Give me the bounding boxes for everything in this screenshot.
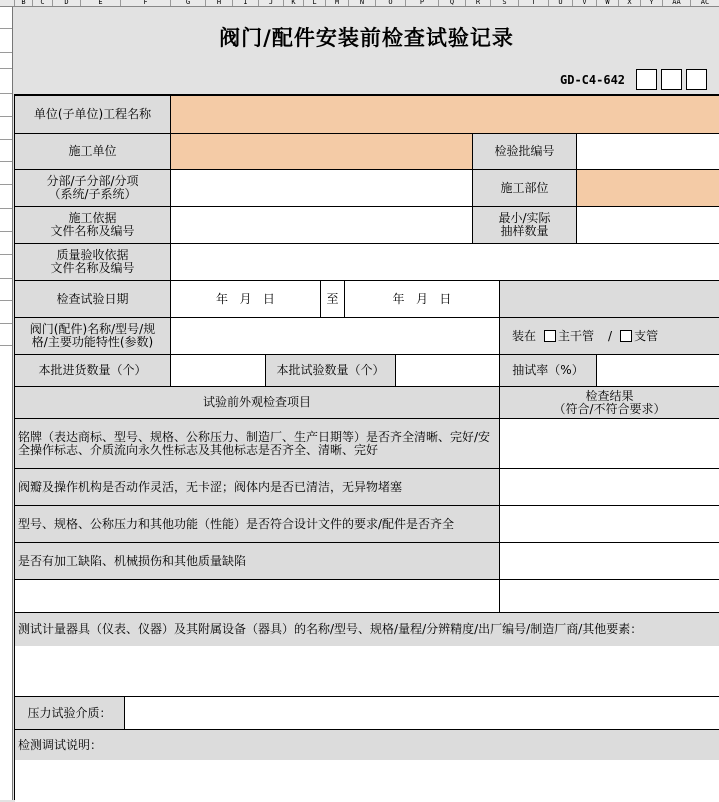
pressure-medium-label: 压力试验介质： <box>15 697 125 730</box>
column-letter[interactable]: AC <box>690 0 719 7</box>
column-letter[interactable]: E <box>80 0 120 7</box>
check-result-4[interactable] <box>500 543 719 580</box>
acceptance-basis-label: 质量验收依据 文件名称及编号 <box>15 244 171 281</box>
row-gridline <box>0 278 12 279</box>
sample-quantity-label: 最小/实际 抽样数量 <box>473 207 577 244</box>
construction-location-value[interactable] <box>577 170 719 207</box>
valve-name-value[interactable] <box>171 318 500 355</box>
sub-division-label: 分部/子分部/分项 （系统/子系统） <box>15 170 171 207</box>
column-letter[interactable]: K <box>283 0 303 7</box>
incoming-qty-value[interactable] <box>171 355 266 387</box>
test-qty-value[interactable] <box>396 355 500 387</box>
branch-pipe-label: 支管 <box>634 328 659 343</box>
column-letter[interactable]: F <box>120 0 170 7</box>
construction-basis-label: 施工依据 文件名称及编号 <box>15 207 171 244</box>
column-letter[interactable]: AA <box>662 0 690 7</box>
acceptance-basis-value[interactable] <box>171 244 719 281</box>
row-gridline <box>0 300 12 301</box>
row-gridline <box>0 345 12 346</box>
code-box-1[interactable] <box>636 69 657 90</box>
test-rate-value[interactable] <box>597 355 719 387</box>
column-letter[interactable]: Q <box>438 0 465 7</box>
test-description-value[interactable] <box>15 760 719 802</box>
date-start-field[interactable]: 年 月 日 <box>171 281 321 318</box>
row-gridline <box>0 323 12 324</box>
check-result-2[interactable] <box>500 469 719 506</box>
appearance-items-header: 试验前外观检查项目 <box>15 387 500 419</box>
construction-basis-value[interactable] <box>171 207 473 244</box>
column-letter[interactable]: X <box>618 0 640 7</box>
column-letter[interactable]: B <box>14 0 32 7</box>
sample-quantity-value[interactable] <box>577 207 719 244</box>
main-pipe-label: 主干管 <box>558 328 595 343</box>
date-to-label: 至 <box>321 281 345 318</box>
column-letter[interactable]: T <box>518 0 548 7</box>
check-result-5[interactable] <box>500 580 719 613</box>
instruments-label: 测试计量器具（仪表、仪器）及其附属设备（器具）的名称/型号、规格/量程/分辨精度/出厂编号/制造厂商/其他要素： <box>15 613 719 646</box>
install-on-label: 装在 <box>512 328 537 343</box>
column-letter[interactable]: D <box>52 0 80 7</box>
column-header-strip <box>0 0 719 7</box>
test-rate-label: 抽试率（%） <box>500 355 597 387</box>
check-item-mechanism: 阀瓣及操作机构是否动作灵活，无卡涩；阀体内是否已清洁，无异物堵塞 <box>15 469 500 506</box>
instruments-value[interactable] <box>15 646 719 697</box>
row-gridline <box>0 254 12 255</box>
main-pipe-checkbox[interactable] <box>544 330 556 342</box>
page-title: 阀门/配件安装前检查试验记录 <box>219 26 514 50</box>
document-code: GD-C4-642 <box>560 73 626 87</box>
valve-name-label: 阀门(配件)名称/型号/规 格/主要功能特性(参数) <box>15 318 171 355</box>
row-gridline <box>0 52 12 53</box>
row-gridline <box>0 116 12 117</box>
row-gridline <box>0 184 12 185</box>
column-letter[interactable]: I <box>232 0 258 7</box>
date-end-field[interactable]: 年 月 日 <box>345 281 500 318</box>
test-description-label: 检测调试说明： <box>15 730 719 760</box>
code-box-2[interactable] <box>661 69 682 90</box>
test-date-label: 检查试验日期 <box>15 281 171 318</box>
check-item-model-spec: 型号、规格、公称压力和其他功能（性能）是否符合设计文件的要求/配件是否齐全 <box>15 506 500 543</box>
check-result-3[interactable] <box>500 506 719 543</box>
column-letter[interactable]: P <box>405 0 438 7</box>
row-header-strip <box>0 7 13 800</box>
row-gridline <box>0 231 12 232</box>
row-gridline <box>0 208 12 209</box>
check-item-blank[interactable] <box>15 580 500 613</box>
column-letter[interactable]: G <box>170 0 205 7</box>
construction-unit-label: 施工单位 <box>15 134 171 170</box>
row-gridline <box>0 161 12 162</box>
column-letter[interactable]: V <box>572 0 596 7</box>
row-gridline <box>0 139 12 140</box>
column-letter[interactable]: C <box>32 0 52 7</box>
check-item-defects: 是否有加工缺陷、机械损伤和其他质量缺陷 <box>15 543 500 580</box>
inspection-batch-no-value[interactable] <box>577 134 719 170</box>
record-form <box>14 94 719 800</box>
row-gridline <box>0 93 12 94</box>
inspection-batch-no-label: 检验批编号 <box>473 134 577 170</box>
row-gridline <box>0 68 12 69</box>
sub-division-value[interactable] <box>171 170 473 207</box>
pressure-medium-value[interactable] <box>125 697 719 730</box>
column-letter[interactable]: N <box>348 0 375 7</box>
check-result-1[interactable] <box>500 419 719 469</box>
unit-project-name-label: 单位(子单位)工程名称 <box>15 96 171 134</box>
column-letter[interactable]: J <box>258 0 283 7</box>
column-letter[interactable]: S <box>490 0 518 7</box>
construction-location-label: 施工部位 <box>473 170 577 207</box>
construction-unit-value[interactable] <box>171 134 473 170</box>
slash-separator: / <box>608 328 613 343</box>
date-row-filler <box>500 281 719 318</box>
column-letter[interactable]: O <box>375 0 405 7</box>
unit-project-name-value[interactable] <box>171 96 719 134</box>
branch-pipe-checkbox[interactable] <box>620 330 632 342</box>
check-item-nameplate: 铭牌（表达商标、型号、规格、公称压力、制造厂、生产日期等）是否齐全清晰、完好/安全操作标志、介质流向永久性标志及其他标志是否齐全、清晰、完好 <box>15 419 500 469</box>
column-letter[interactable]: M <box>325 0 348 7</box>
result-header: 检查结果 （符合/不符合要求） <box>500 387 719 419</box>
column-letter[interactable]: L <box>303 0 325 7</box>
code-box-3[interactable] <box>686 69 707 90</box>
column-letter[interactable]: W <box>596 0 618 7</box>
column-letter[interactable]: H <box>205 0 232 7</box>
row-gridline <box>0 28 12 29</box>
incoming-qty-label: 本批进货数量（个） <box>15 355 171 387</box>
column-letter[interactable]: U <box>548 0 572 7</box>
test-qty-label: 本批试验数量（个） <box>266 355 396 387</box>
install-location-group <box>500 318 719 355</box>
column-letter[interactable]: Y <box>640 0 662 7</box>
column-letter[interactable]: R <box>465 0 490 7</box>
